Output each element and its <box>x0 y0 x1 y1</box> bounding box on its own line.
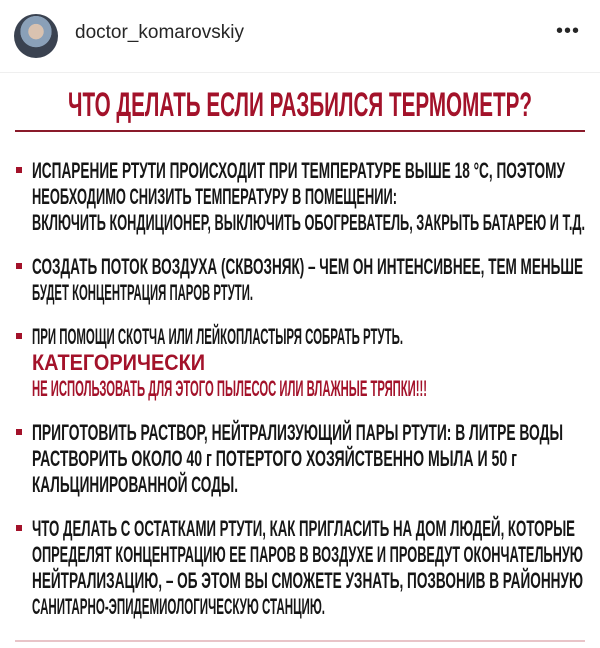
bullet-1-line: НЕОБХОДИМО СНИЗИТЬ ТЕМПЕРАТУРУ В ПОМЕЩЕНИИ: <box>32 184 398 209</box>
username-link[interactable]: doctor_komarovskiy <box>75 22 244 43</box>
bullet-4-line: КАЛЬЦИНИРОВАННОЙ СОДЫ. <box>32 472 238 497</box>
bullet-5-line: НЕЙТРАЛИЗАЦИЮ, – ОБ ЭТОМ ВЫ СМОЖЕТЕ УЗНАТЬ, ПОЗВОНИВ В РАЙОННУЮ <box>32 568 583 593</box>
bullet-4-line: РАСТВОРИТЬ ОКОЛО 40 г ПОТЕРТОГО ХОЗЯЙСТВЕННО МЫЛА И 50 г <box>32 446 517 471</box>
bullet-3-warning: НЕ ИСПОЛЬЗОВАТЬ ДЛЯ ЭТОГО ПЫЛЕСОС ИЛИ ВЛАЖНЫЕ ТРЯПКИ!!! <box>32 376 428 401</box>
title-rule <box>15 130 585 132</box>
bullet-3-line: ПРИ ПОМОЩИ СКОТЧА ИЛИ ЛЕЙКОПЛАСТЫРЯ СОБРАТЬ РТУТЬ. <box>32 324 403 349</box>
bullet-5-line: ЧТО ДЕЛАТЬ С ОСТАТКАМИ РТУТИ, КАК ПРИГЛАСИТЬ НА ДОМ ЛЮДЕЙ, КОТОРЫЕ <box>32 516 575 541</box>
bullet-4-line: ПРИГОТОВИТЬ РАСТВОР, НЕЙТРАЛИЗУЮЩИЙ ПАРЫ РТУТИ: В ЛИТРЕ ВОДЫ <box>32 420 563 445</box>
bullet-2-line: СОЗДАТЬ ПОТОК ВОЗДУХА (СКВОЗНЯК) – ЧЕМ ОН ИНТЕНСИВНЕЕ, ТЕМ МЕНЬШЕ <box>32 254 583 279</box>
bullet-1-line: ВКЛЮЧИТЬ КОНДИЦИОНЕР, ВЫКЛЮЧИТЬ ОБОГРЕВАТЕЛЬ, ЗАКРЫТЬ БАТАРЕЮ И Т.Д. <box>32 210 585 235</box>
bottom-rule <box>15 640 585 642</box>
bullet-5-line: ОПРЕДЕЛЯТ КОНЦЕНТРАЦИЮ ЕЕ ПАРОВ В ВОЗДУХЕ И ПРОВЕДУТ ОКОНЧАТЕЛЬНУЮ <box>32 542 583 567</box>
bullet-2-line: БУДЕТ КОНЦЕНТРАЦИЯ ПАРОВ РТУТИ. <box>32 280 253 305</box>
post-title: ЧТО ДЕЛАТЬ ЕСЛИ РАЗБИЛСЯ ТЕРМОМЕТР? <box>68 86 532 124</box>
bullet-marker <box>16 167 22 173</box>
bullet-marker <box>16 333 22 339</box>
bullet-marker <box>16 429 22 435</box>
bullet-marker <box>16 263 22 269</box>
bullet-marker <box>16 525 22 531</box>
bullet-5-line: САНИТАРНО-ЭПИДЕМИОЛОГИЧЕСКУЮ СТАНЦИЮ. <box>32 594 325 619</box>
bullet-1-line: ИСПАРЕНИЕ РТУТИ ПРОИСХОДИТ ПРИ ТЕМПЕРАТУРЕ ВЫШЕ 18 °С, ПОЭТОМУ <box>32 158 566 183</box>
bullet-3-warning: КАТЕГОРИЧЕСКИ <box>32 350 205 375</box>
more-options-icon[interactable]: ••• <box>556 20 581 42</box>
